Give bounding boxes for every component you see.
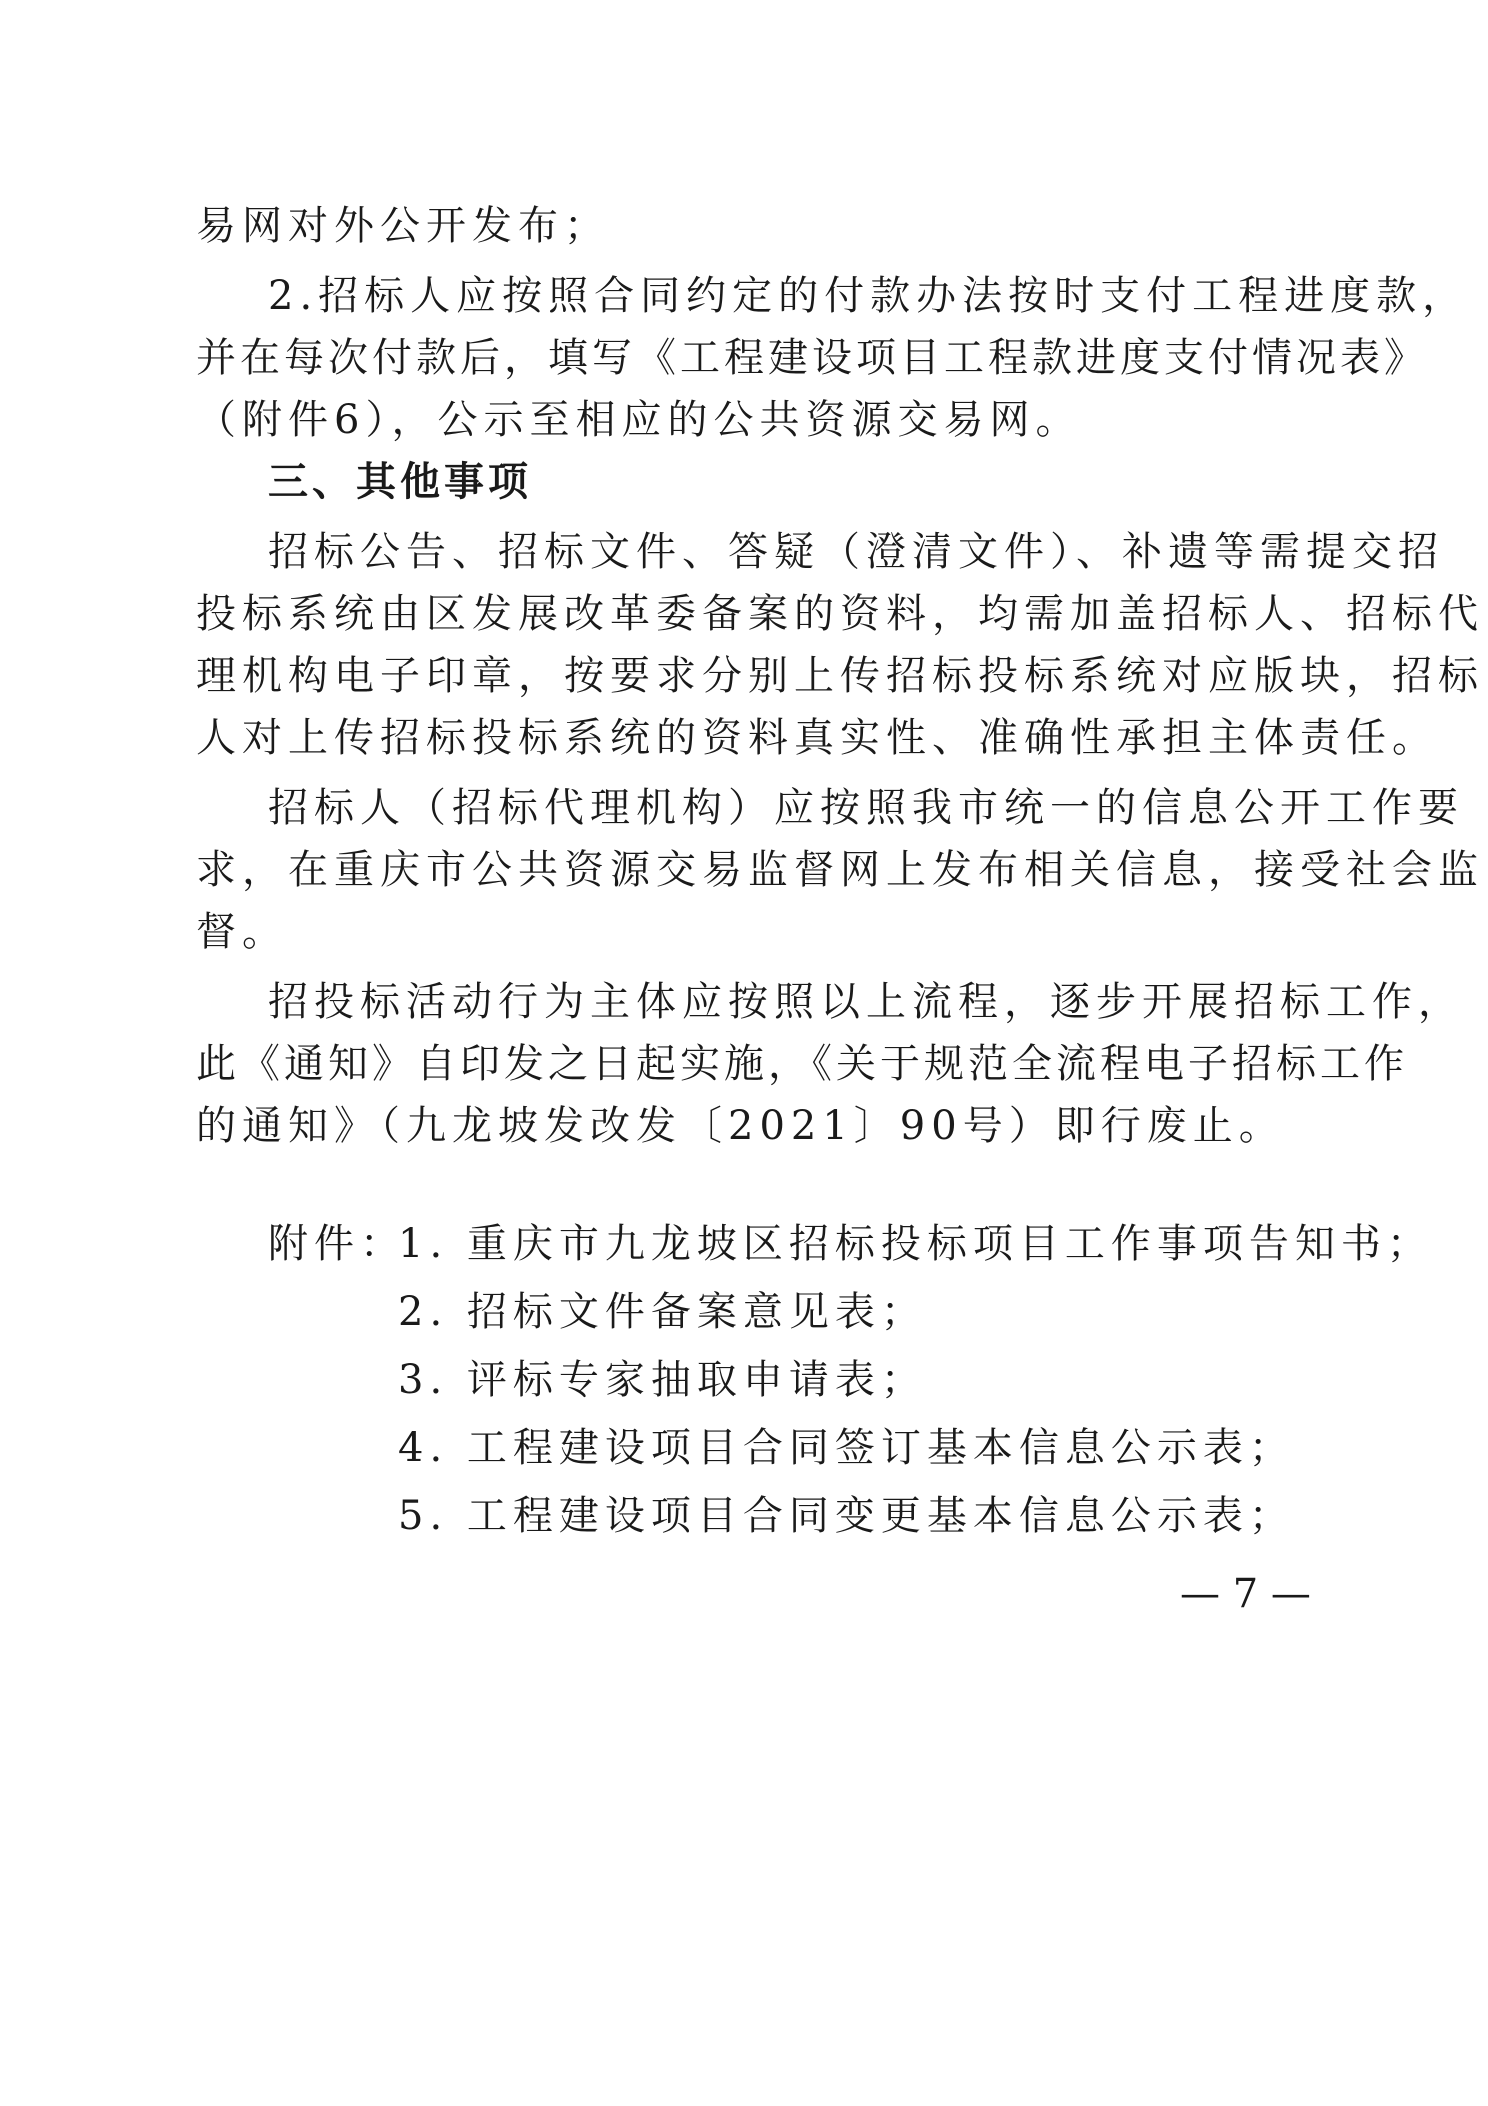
text-line: 求，在重庆市公共资源交易监督网上发布相关信息，接受社会监 <box>196 847 1484 893</box>
text-line: 督。 <box>196 909 288 955</box>
attachment-item: 2. 招标文件备案意见表； <box>398 1289 927 1335</box>
text-line: 易网对外公开发布； <box>196 203 610 249</box>
text-line: 投标系统由区发展改革委备案的资料，均需加盖招标人、招标代 <box>196 591 1484 637</box>
text-line: 的通知》（九龙坡发改发〔2021〕90号）即行废止。 <box>196 1103 1285 1149</box>
text-line: 招投标活动行为主体应按照以上流程，逐步开展招标工作， <box>268 979 1464 1025</box>
attachment-item: 4. 工程建设项目合同签订基本信息公示表； <box>398 1425 1295 1471</box>
text-line: 理机构电子印章，按要求分别上传招标投标系统对应版块，招标 <box>196 653 1484 699</box>
text-line: 此《通知》自印发之日起实施，《关于规范全流程电子招标工作 <box>196 1041 1408 1087</box>
text-line: 并在每次付款后，填写《工程建设项目工程款进度支付情况表》 <box>196 335 1428 381</box>
text-line: 招标人（招标代理机构）应按照我市统一的信息公开工作要 <box>268 785 1464 831</box>
text-line: （附件6），公示至相应的公共资源交易网。 <box>196 397 1082 443</box>
section-heading: 三、其他事项 <box>268 459 532 505</box>
attachment-item: 1. 重庆市九龙坡区招标投标项目工作事项告知书； <box>398 1221 1433 1267</box>
page-number: — 7 — <box>1180 1571 1311 1617</box>
text-line: 人对上传招标投标系统的资料真实性、准确性承担主体责任。 <box>196 715 1438 761</box>
attachments-label: 附件： <box>268 1221 406 1267</box>
text-line: 2.招标人应按照合同约定的付款办法按时支付工程进度款， <box>268 273 1469 319</box>
attachment-item: 3. 评标专家抽取申请表； <box>398 1357 927 1403</box>
text-line: 招标公告、招标文件、答疑（澄清文件）、补遗等需提交招 <box>268 529 1444 575</box>
attachment-item: 5. 工程建设项目合同变更基本信息公示表； <box>398 1493 1295 1539</box>
